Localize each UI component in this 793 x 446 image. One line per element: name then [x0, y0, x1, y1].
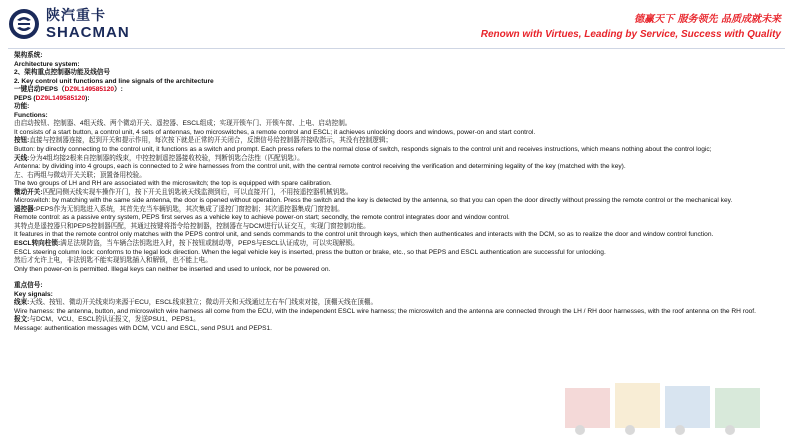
text-line: 按钮:直接与控制器连接，起到开关和提示作用，每次按下就是正常的开关闭合，反馈信号给控制器并接收指示，其没有控制逻辑；: [14, 137, 393, 145]
text-line: 然后才允许上电，非法钥匙不能实现钥匙插入和解锁，也不能上电。: [14, 257, 212, 265]
slogan: [481, 10, 781, 40]
text-line: ESCL steering column lock: conforms to the legal lock direction. When the legal vehicle key is inserted, press the button or brake, etc., so that PEPS and ESCL authentication are successful for unlocking.: [14, 248, 606, 256]
section-heading: 架构系统:: [14, 52, 43, 59]
slogan-english: Renown with Virtues, Leading by Service, Success with Quality: [480, 29, 781, 40]
header-divider: [8, 48, 785, 49]
document-body: [14, 52, 784, 334]
peps-heading-en: PEPS (DZ9L149585120):: [14, 94, 90, 102]
text-line: ESCL转向柱锁:满足法规防盗，当车辆合法钥匙进入时，按下按钮或制动等，PEPS与ESCL认证成功，可以实现解锁。: [14, 240, 359, 248]
part-number: DZ9L149585120: [35, 94, 86, 102]
text-line: 报文:与DCM、VCU、ESCL的认证报文，发送PSU1、PEPS1。: [14, 316, 200, 324]
background-trucks-image: [555, 368, 785, 438]
text-line: Only then power-on is permitted. Illegal keys can neither be inserted and used to unlock, nor be powered on.: [14, 265, 331, 273]
section-heading: 重点信号:: [14, 282, 43, 290]
text-line: 微动开关:匹配同侧天线实现车操作开门，按下开关且钥匙被天线监测到后，可以直接开门，不用按遥控器机械钥匙。: [14, 188, 353, 196]
text-line: The two groups of LH and RH are associated with the microswitch; the top is equipped with spare calibration.: [14, 180, 332, 188]
page-header: [0, 0, 793, 48]
text-line: 其特点是遥控器只和PEPS控制器匹配，其通过按键将指令给控制器，控制器在与DCM进行认证交互，实现门窗控制功能。: [14, 222, 370, 230]
text-line: 由启动按钮、控制器、4组天线、两个微动开关、遥控器、ESCL组成；实现开锁车门、开锁车窗、上电、启动控制。: [14, 120, 352, 128]
text-line: Button: by directly connecting to the control unit, it functions as a switch and prompt. Each press refers to the normal close of switch, responds signals to the control unit and receives instructions, which means nothing about the control logic;: [14, 146, 712, 154]
text-line: Antenna: by dividing into 4 groups, each is connected to 2 wire harnesses from the control unit, with the central remote control receiving the verification and determining legality of the key (matched with the key).: [14, 163, 626, 171]
section-heading: 2. Key control unit functions and line signals of the architecture: [14, 77, 214, 85]
peps-heading-cn: 一键启动PEPS（DZ9L149585120）:: [14, 86, 123, 94]
text-line: 线束:天线、按钮、微动开关线束均来源于ECU，ESCL线束独立；微动开关和天线通过左右车门线束对接，顶棚天线在顶棚。: [14, 299, 378, 307]
section-heading: Key signals:: [14, 290, 53, 298]
part-number: DZ9L149585120: [64, 86, 115, 94]
text-line: 左、右两组与微动开关关联；顶置备用校验。: [14, 171, 146, 179]
logo-english-text: SHACMAN: [46, 23, 130, 41]
section-heading: Functions:: [14, 111, 48, 119]
text-line: 天线:分为4组均接2根来自控制器的线束，中控控制遥控器接收校验，判断钥匙合法性（匹配钥匙）。: [14, 154, 304, 162]
section-heading: 2、架构重点控制器功能及线信号: [14, 69, 110, 77]
slogan-chinese: 德赢天下 服务领先 品质成就未来: [634, 14, 781, 25]
text-line: Microswitch: by matching with the same side antenna, the door is opened without operation. Press the switch and the key is detected by the antenna, so that you can open the door directly without pressing the remote control or the mechanical key.: [14, 197, 733, 205]
text-line: Wire harness: the antenna, button, and microswitch wire harness all come from the ECU, with the independent ESCL wire harness; the microswitch and the antenna are connected through the LH / RH door harnesses, with the roof antenna on the RH roof.: [14, 307, 756, 315]
brand-logo: [8, 6, 130, 42]
logo-chinese-text: 陕汽重卡: [46, 7, 106, 24]
text-line: It features in that the remote control only matches with the PEPS control unit, and sends commands to the control unit through keys, which then authenticates and interacts with the DCM, so as to realize the door and window control function.: [14, 231, 714, 239]
shacman-logo-icon: [8, 8, 40, 40]
section-heading: 功能:: [14, 103, 30, 111]
text-line: It consists of a start button, a control unit, 4 sets of antennas, two microswitches, a remote control and ESCL; it achieves unlocking doors and windows, power-on and start control.: [14, 128, 536, 136]
text-line: 遥控器:PEPS作为无钥匙进入系统，其首先充当车辆钥匙，其次集成了遥控门窗控制；其次遥控器集成门窗控制。: [14, 205, 344, 213]
text-line: Message: authentication messages with DCM, VCU and ESCL, send PSU1 and PEPS1.: [14, 324, 273, 332]
text-line: Remote control: as a passive entry system, PEPS first serves as a vehicle key to achieve power-on start; secondly, the remote control integrates door and window control.: [14, 214, 510, 222]
section-heading: Architecture system:: [14, 60, 80, 68]
